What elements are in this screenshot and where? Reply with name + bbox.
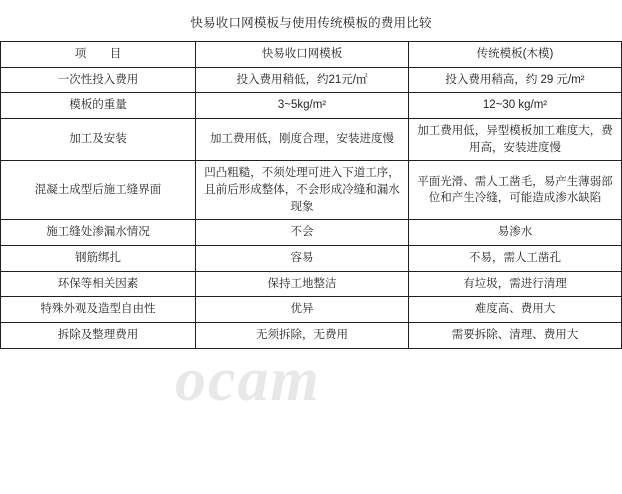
- row-item-label: 一次性投入费用: [1, 67, 196, 93]
- row-new-value: 容易: [196, 246, 409, 272]
- row-old-value: 不易，需人工凿孔: [409, 246, 622, 272]
- row-item-label: 加工及安装: [1, 119, 196, 161]
- row-item-label: 模板的重量: [1, 93, 196, 119]
- table-row: [1, 297, 622, 323]
- row-new-value: 优异: [196, 297, 409, 323]
- row-old-value: 有垃圾，需进行清理: [409, 271, 622, 297]
- table-row: [1, 67, 622, 93]
- column-header-item: [1, 42, 196, 68]
- column-header-old: 传统模板(木模): [409, 42, 622, 68]
- cost-comparison-table: [0, 41, 622, 349]
- table-header-row: [1, 42, 622, 68]
- row-new-value: 无须拆除，无费用: [196, 323, 409, 349]
- row-old-value: 易渗水: [409, 220, 622, 246]
- table-row: [1, 220, 622, 246]
- column-header-new: 快易收口网模板: [196, 42, 409, 68]
- row-item-label: 钢筋绑扎: [1, 246, 196, 272]
- table-row: [1, 323, 622, 349]
- row-item-label: 特殊外观及造型自由性: [1, 297, 196, 323]
- table-row: [1, 93, 622, 119]
- row-new-value: 凹凸粗糙，不须处理可进入下道工序，且前后形成整体，不会形成冷缝和漏水现象: [196, 161, 409, 220]
- row-item-label: 混凝土成型后施工缝界面: [1, 161, 196, 220]
- row-new-value: 投入费用稍低，约21元/㎡: [196, 67, 409, 93]
- row-old-value: 需要拆除、清理、费用大: [409, 323, 622, 349]
- row-new-value: 3~5kg/m²: [196, 93, 409, 119]
- table-row: [1, 161, 622, 220]
- watermark: ocam: [175, 346, 321, 414]
- row-item-label: 环保等相关因素: [1, 271, 196, 297]
- row-item-label: 施工缝处渗漏水情况: [1, 220, 196, 246]
- row-new-value: 保持工地整洁: [196, 271, 409, 297]
- row-item-label: 拆除及整理费用: [1, 323, 196, 349]
- page-title: 快易收口网模板与使用传统模板的费用比较: [190, 16, 432, 30]
- table-row: [1, 246, 622, 272]
- table-row: [1, 119, 622, 161]
- row-new-value: 加工费用低，刚度合理，安装进度慢: [196, 119, 409, 161]
- column-header-item-label: 项 目: [74, 48, 128, 60]
- row-old-value: 投入费用稍高，约 29 元/m²: [409, 67, 622, 93]
- row-old-value: 12~30 kg/m²: [409, 93, 622, 119]
- row-new-value: 不会: [196, 220, 409, 246]
- row-old-value: 平面光滑、需人工凿毛，易产生薄弱部位和产生冷缝，可能造成渗水缺陷: [409, 161, 622, 220]
- row-old-value: 难度高、费用大: [409, 297, 622, 323]
- table-row: [1, 271, 622, 297]
- row-old-value: 加工费用低，异型模板加工难度大，费用高，安装进度慢: [409, 119, 622, 161]
